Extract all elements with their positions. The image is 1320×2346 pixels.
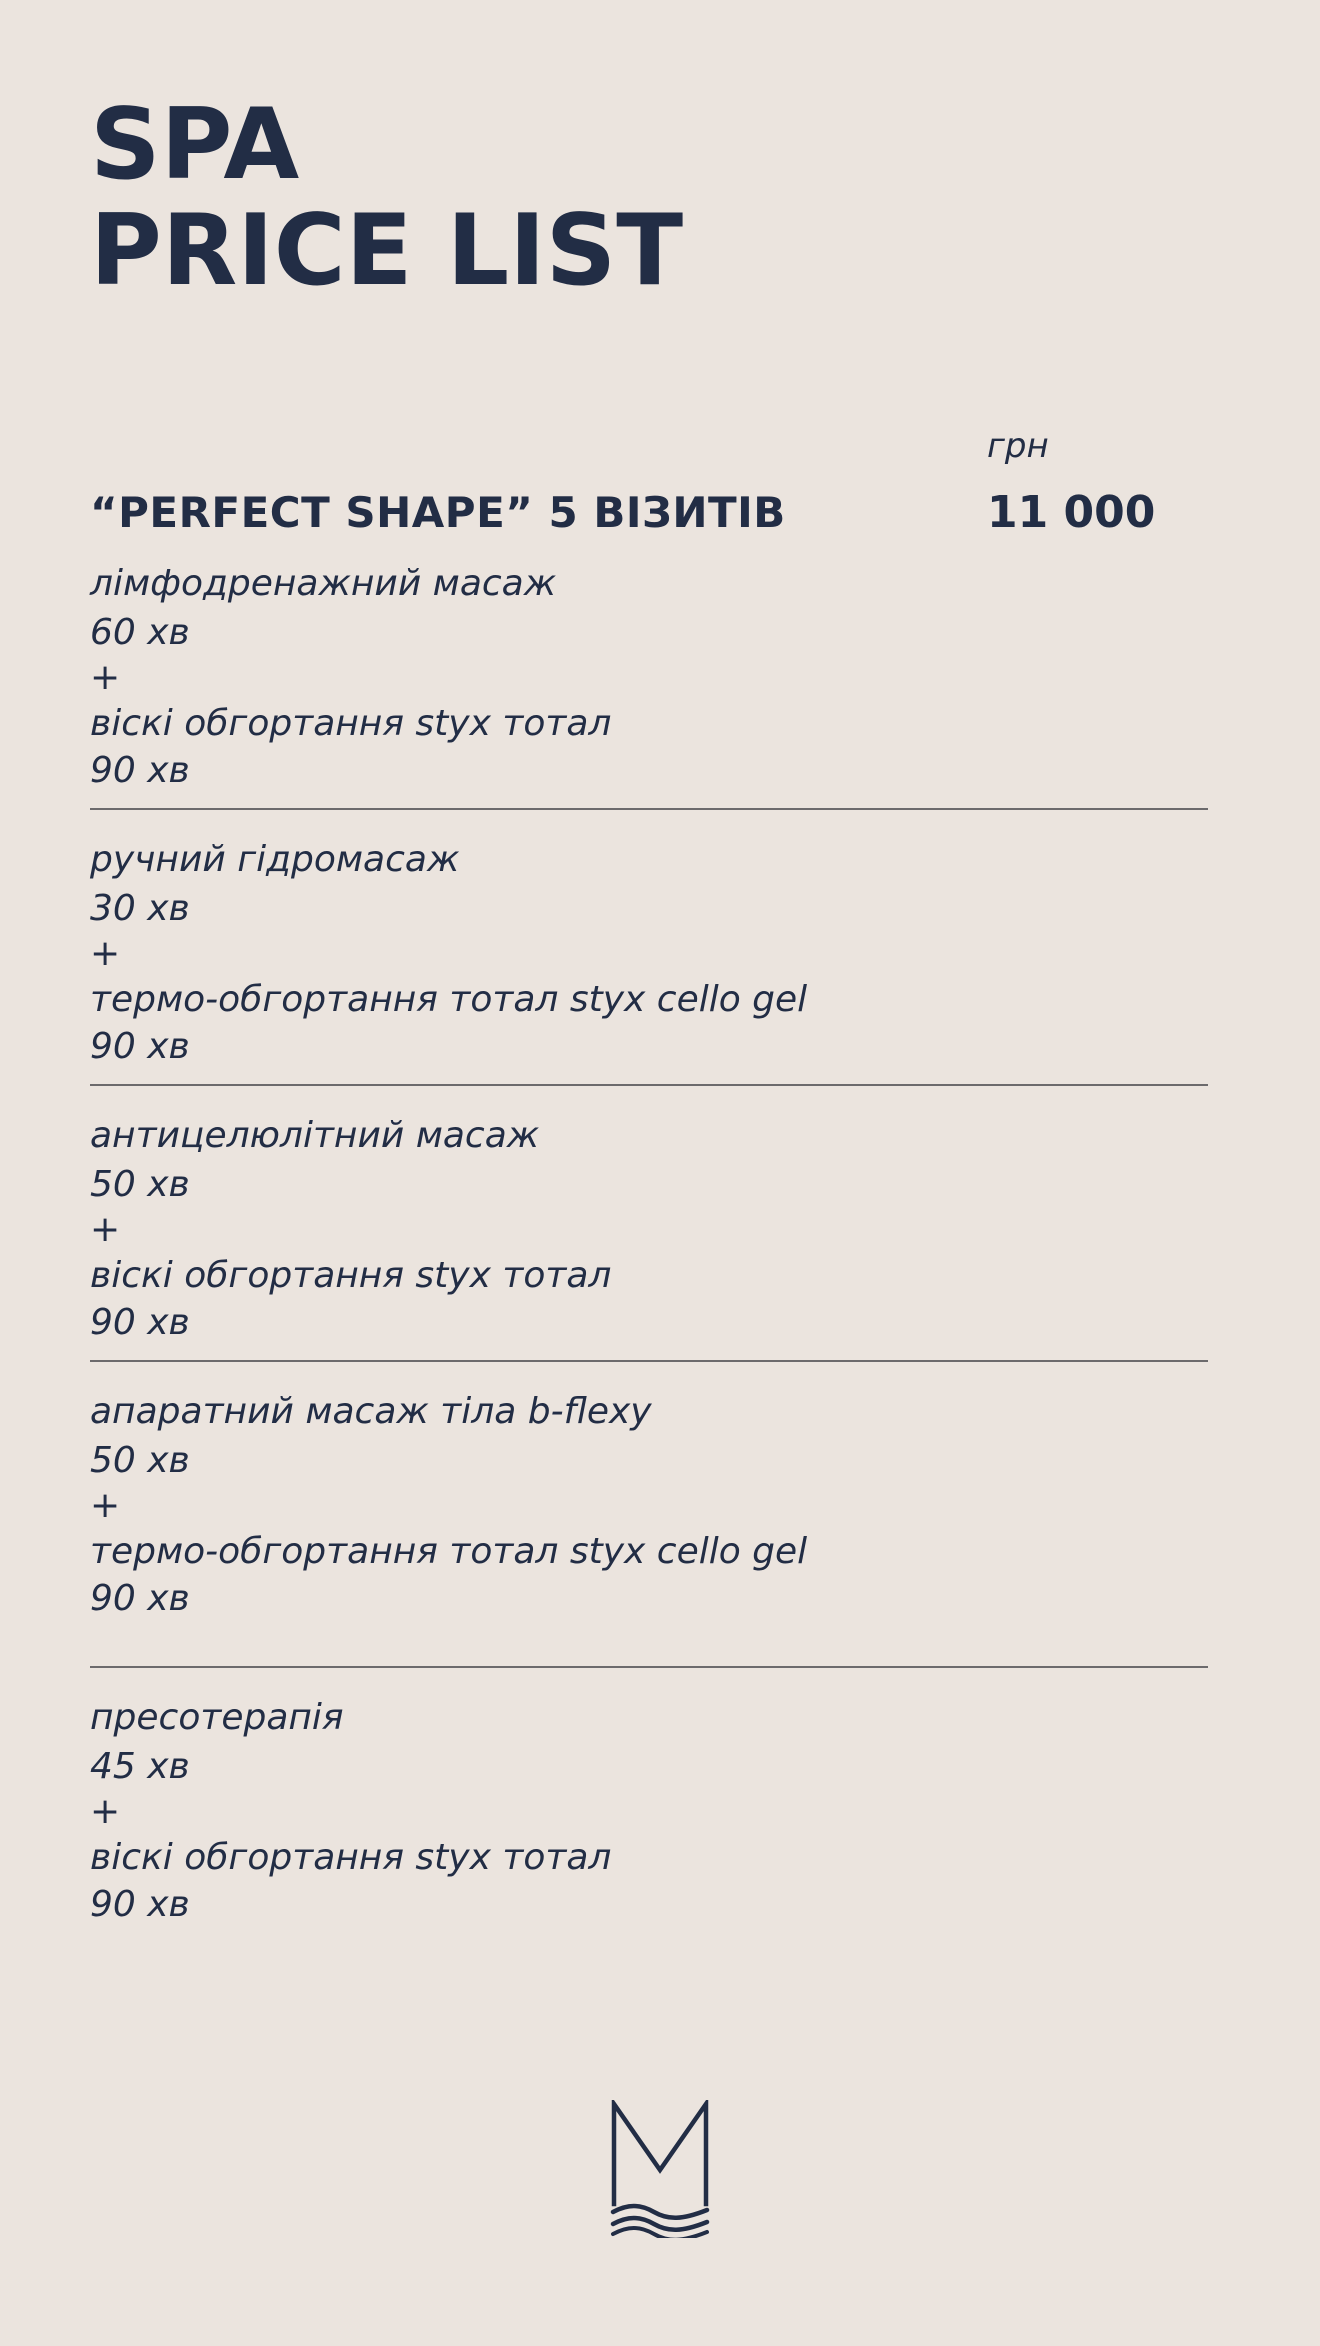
currency-label: грн (987, 426, 1049, 466)
divider (90, 1360, 1208, 1362)
services-list (90, 560, 1208, 1928)
service-duration-1: 50 хв (90, 1440, 190, 1481)
service-procedure-2: віскі обгортання styx тотал (90, 1255, 612, 1296)
page-title (90, 88, 684, 308)
service-plus: + (90, 1485, 121, 1526)
divider (90, 1084, 1208, 1086)
service-plus: + (90, 1209, 121, 1250)
title-line-spa: SPA (90, 88, 300, 202)
service-item (90, 1388, 1208, 1622)
service-plus: + (90, 933, 121, 974)
service-procedure-2: віскі обгортання styx тотал (90, 1837, 612, 1878)
service-procedure-2: термо-обгортання тотал styx cello gel (90, 979, 808, 1020)
service-duration-1: 45 хв (90, 1746, 190, 1787)
service-procedure-2: термо-обгортання тотал styx cello gel (90, 1531, 808, 1572)
service-duration-1: 60 хв (90, 612, 190, 653)
service-duration-2: 90 хв (90, 1026, 190, 1067)
service-procedure-1: пресотерапія (90, 1697, 344, 1738)
service-plus: + (90, 1791, 121, 1832)
package-price: 11 000 (987, 487, 1156, 538)
title-line-price-list: PRICE LIST (90, 194, 684, 308)
m-waves-logo-icon (610, 2100, 710, 2238)
package-name: “PERFECT SHAPE” 5 ВІЗИТІВ (90, 488, 786, 537)
service-duration-1: 30 хв (90, 888, 190, 929)
service-duration-2: 90 хв (90, 1884, 190, 1925)
divider (90, 808, 1208, 810)
service-plus: + (90, 657, 121, 698)
service-duration-2: 90 хв (90, 1302, 190, 1343)
service-duration-1: 50 хв (90, 1164, 190, 1205)
service-procedure-1: антицелюлітний масаж (90, 1115, 540, 1156)
service-procedure-1: лімфодренажний масаж (90, 563, 557, 604)
service-item (90, 836, 1208, 1070)
divider (90, 1666, 1208, 1668)
service-item (90, 1112, 1208, 1346)
service-procedure-1: апаратний масаж тіла b-flexy (90, 1391, 652, 1432)
service-procedure-1: ручний гідромасаж (90, 839, 460, 880)
service-duration-2: 90 хв (90, 1578, 190, 1619)
service-duration-2: 90 хв (90, 750, 190, 791)
service-item (90, 1694, 1208, 1928)
service-procedure-2: віскі обгортання styx тотал (90, 703, 612, 744)
service-item (90, 560, 1208, 794)
